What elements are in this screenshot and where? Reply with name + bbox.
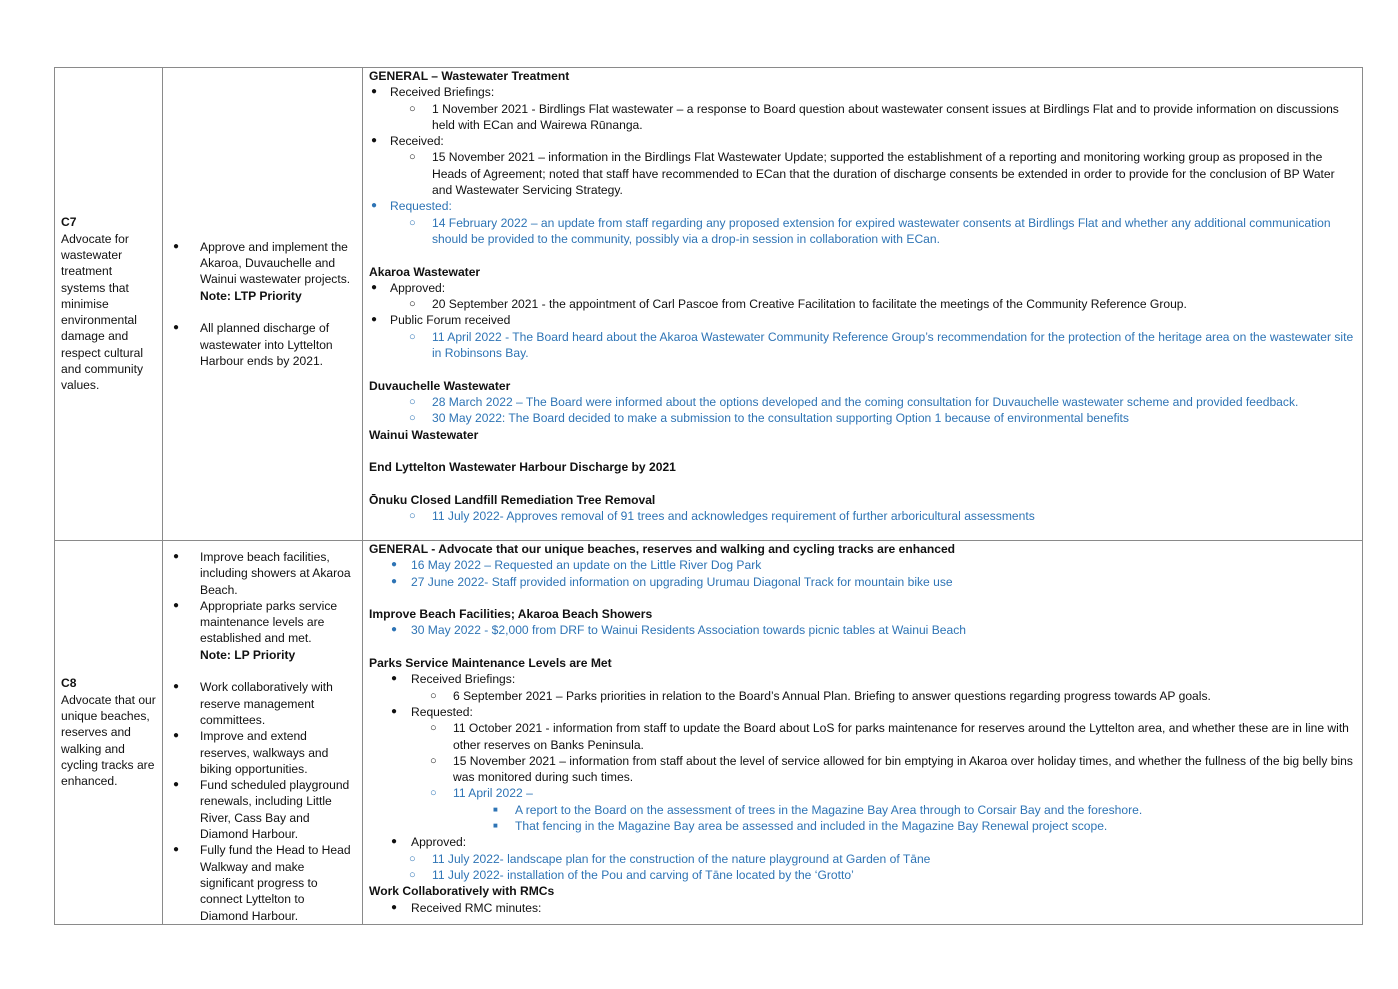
bullet-icon: ● bbox=[391, 901, 398, 913]
c7-received: Received: bbox=[390, 134, 444, 149]
c8-action-note: Note: LP Priority bbox=[200, 647, 296, 662]
c7-duvauchelle-1: 28 March 2022 – The Board were informed about the options developed and the coming consultation for Duvauchelle wastewater scheme and provided feedback. bbox=[432, 394, 1299, 409]
c8-rmc-1: Received RMC minutes: bbox=[411, 900, 542, 915]
c8-actions-cell bbox=[163, 541, 363, 925]
list-item bbox=[169, 320, 356, 369]
bullet-icon: ● bbox=[391, 705, 398, 717]
circle-bullet-icon: ○ bbox=[409, 510, 416, 523]
circle-bullet-icon: ○ bbox=[430, 722, 437, 735]
c7-action-2: All planned discharge of wastewater into Lyttelton Harbour ends by 2021. bbox=[200, 321, 333, 368]
c8-objective-cell bbox=[55, 541, 163, 925]
c7-requested-1: 14 February 2022 – an update from staff regarding any proposed extension for expired wastewater consents at Birdlings Flat and whether any additional communication should be provided to the community, possibly via a drop-in session in collaboration with ECan. bbox=[432, 215, 1331, 246]
c7-lyttelton-heading: End Lyttelton Wastewater Harbour Discharge by 2021 bbox=[369, 460, 676, 475]
c7-public-forum: Public Forum received bbox=[390, 313, 511, 328]
c7-onuku-1: 11 July 2022- Approves removal of 91 trees and acknowledges requirement of further arboricultural assessments bbox=[432, 509, 1035, 524]
bullet-icon: ● bbox=[391, 575, 398, 587]
bullet-icon: ● bbox=[173, 681, 180, 693]
c8-received-briefings: Received Briefings: bbox=[411, 672, 516, 687]
c8-progress-cell bbox=[363, 541, 1363, 925]
table-row-c8 bbox=[55, 541, 1363, 925]
c8-briefing-1: 6 September 2021 – Parks priorities in relation to the Board’s Annual Plan. Briefing to answer questions regarding progress towards AP goals. bbox=[453, 688, 1211, 703]
c8-beach-1: 30 May 2022 - $2,000 from DRF to Wainui Residents Association towards picnic tables at Wainui Beach bbox=[411, 623, 967, 638]
list-item bbox=[169, 239, 356, 304]
circle-bullet-icon: ○ bbox=[409, 102, 416, 115]
circle-bullet-icon: ○ bbox=[409, 868, 416, 881]
circle-bullet-icon: ○ bbox=[409, 330, 416, 343]
c7-akaroa-heading: Akaroa Wastewater bbox=[369, 264, 481, 279]
bullet-icon: ● bbox=[371, 135, 378, 147]
c8-requested-3a: A report to the Board on the assessment of trees in the Magazine Bay Area through to Corsair Bay and the foreshore. bbox=[515, 802, 1143, 817]
c8-action-3: Work collaboratively with reserve management committees. bbox=[200, 680, 333, 727]
c7-briefing-1: 1 November 2021 - Birdlings Flat wastewater – a response to Board question about wastewater consent issues at Birdlings Flat and to provide information on discussions held with ECan and Wairewa Rūnanga. bbox=[432, 101, 1339, 132]
c7-general-heading: GENERAL – Wastewater Treatment bbox=[369, 69, 570, 83]
circle-bullet-icon: ○ bbox=[409, 852, 416, 865]
c8-parks-heading: Parks Service Maintenance Levels are Met bbox=[369, 656, 612, 671]
c7-action-1-note: Note: LTP Priority bbox=[200, 288, 302, 303]
c7-onuku-heading: Ōnuku Closed Landfill Remediation Tree Removal bbox=[369, 492, 656, 507]
bullet-icon: ● bbox=[173, 551, 180, 562]
bullet-icon: ● bbox=[371, 281, 378, 293]
c8-requested-2: 15 November 2021 – information from staff about the level of service allowed for bin emptying in Akaroa over holiday times, and whether the fullness of the big belly bins was monitored during such times. bbox=[453, 753, 1353, 785]
bullet-icon: ● bbox=[391, 673, 398, 685]
c7-received-briefings: Received Briefings: bbox=[390, 85, 495, 100]
list-item bbox=[169, 842, 356, 923]
c7-objective: Advocate for wastewater treatment systems that minimise environmental damage and respect cultural and community values. bbox=[61, 231, 144, 393]
circle-bullet-icon: ○ bbox=[409, 216, 416, 229]
c7-duvauchelle-2: 30 May 2022: The Board decided to make a submission to the consultation supporting Option 1 because of environmental benefits bbox=[432, 411, 1129, 426]
c7-received-1: 15 November 2021 – information in the Birdlings Flat Wastewater Update; supported the establishment of a reporting and monitoring working group as proposed in the Heads of Agreement; noted that staff have recommended to ECan that the duration of discharge consents be extended in order to provide for the conclusion of BP Water and Wastewater Servicing Strategy. bbox=[432, 150, 1335, 198]
c7-actions-cell bbox=[163, 68, 363, 541]
c7-wainui-heading: Wainui Wastewater bbox=[369, 427, 479, 442]
list-item bbox=[169, 777, 356, 842]
bullet-icon: ● bbox=[371, 314, 378, 326]
bullet-icon: ● bbox=[391, 559, 398, 571]
c8-general-heading: GENERAL - Advocate that our unique beaches, reserves and walking and cycling tracks are enhanced bbox=[369, 542, 956, 556]
bullet-icon: ● bbox=[391, 836, 398, 848]
bullet-icon: ● bbox=[173, 240, 180, 252]
c8-general-1: 16 May 2022 – Requested an update on the Little River Dog Park bbox=[411, 558, 762, 573]
c8-action-4: Improve and extend reserves, walkways and biking opportunities. bbox=[200, 729, 329, 776]
circle-bullet-icon: ○ bbox=[430, 689, 437, 702]
c8-approved-1: 11 July 2022- landscape plan for the construction of the nature playground at Garden of Tāne bbox=[432, 851, 931, 866]
c8-requested: Requested: bbox=[411, 704, 473, 719]
c8-rmc-heading: Work Collaboratively with RMCs bbox=[369, 884, 555, 899]
list-item bbox=[169, 728, 356, 777]
bullet-icon: ● bbox=[173, 844, 180, 856]
list-item bbox=[169, 598, 356, 663]
c8-requested-1: 11 October 2021 - information from staff to update the Board about LoS for parks maintenance for reserves around the Lyttelton area, and whether these are in line with other reserves on Banks Peninsula. bbox=[453, 721, 1349, 752]
square-bullet-icon: ■ bbox=[493, 804, 498, 814]
c8-general-2: 27 June 2022- Staff provided information on upgrading Urumau Diagonal Track for mountain bike use bbox=[411, 574, 953, 589]
circle-bullet-icon: ○ bbox=[409, 298, 416, 311]
bullet-icon: ● bbox=[173, 730, 180, 742]
c8-code: C8 bbox=[61, 676, 77, 691]
c8-approved-2: 11 July 2022- installation of the Pou and carving of Tāne located by the ‘Grotto’ bbox=[432, 867, 854, 882]
list-item bbox=[169, 549, 356, 598]
circle-bullet-icon: ○ bbox=[430, 787, 437, 800]
c7-approved-1: 20 September 2021 - the appointment of Carl Pascoe from Creative Facilitation to facilitate the meetings of the Community Reference Group. bbox=[432, 297, 1187, 312]
c8-beach-heading: Improve Beach Facilities; Akaroa Beach Showers bbox=[369, 607, 653, 622]
c7-code: C7 bbox=[61, 215, 77, 230]
c8-action-1: Improve beach facilities, including showers at Akaroa Beach. bbox=[200, 550, 351, 597]
c7-approved: Approved: bbox=[390, 280, 446, 295]
bullet-icon: ● bbox=[173, 779, 180, 791]
c8-action-5: Fund scheduled playground renewals, including Little River, Cass Bay and Diamond Harbour. bbox=[200, 778, 350, 842]
c8-objective: Advocate that our unique beaches, reserves and walking and cycling tracks are enhanced. bbox=[61, 692, 156, 789]
table-row-c7 bbox=[55, 68, 1363, 541]
c8-requested-3b: That fencing in the Magazine Bay area be assessed and included in the Magazine Bay Renewal project scope. bbox=[515, 819, 1108, 834]
c7-action-1: Approve and implement the Akaroa, Duvauchelle and Wainui wastewater projects. bbox=[200, 239, 351, 287]
c7-duvauchelle-heading: Duvauchelle Wastewater bbox=[369, 378, 511, 393]
list-item bbox=[169, 679, 356, 728]
c7-progress-cell bbox=[363, 68, 1363, 541]
circle-bullet-icon: ○ bbox=[409, 395, 416, 408]
bullet-icon: ● bbox=[371, 86, 378, 98]
bullet-icon: ● bbox=[173, 599, 180, 611]
bullet-icon: ● bbox=[391, 624, 398, 636]
c8-approved: Approved: bbox=[411, 835, 467, 850]
c7-objective-cell bbox=[55, 68, 163, 541]
c8-requested-3: 11 April 2022 – bbox=[453, 786, 533, 801]
c8-action-6: Fully fund the Head to Head Walkway and make significant progress to connect Lyttelton to Diamond Harbour. bbox=[200, 843, 351, 923]
c7-requested: Requested: bbox=[390, 199, 452, 214]
circle-bullet-icon: ○ bbox=[430, 754, 437, 767]
c8-action-2: Appropriate parks service maintenance levels are established and met. bbox=[200, 598, 338, 646]
square-bullet-icon: ■ bbox=[493, 821, 498, 831]
circle-bullet-icon: ○ bbox=[409, 412, 416, 425]
bullet-icon: ● bbox=[173, 322, 180, 334]
plan-table bbox=[54, 67, 1363, 925]
bullet-icon: ● bbox=[371, 200, 378, 212]
c7-public-forum-1: 11 April 2022 - The Board heard about the Akaroa Wastewater Community Reference Group’s recommendation for the protection of the heritage area on the wastewater site in Robinsons Bay. bbox=[432, 329, 1354, 361]
circle-bullet-icon: ○ bbox=[409, 151, 416, 164]
